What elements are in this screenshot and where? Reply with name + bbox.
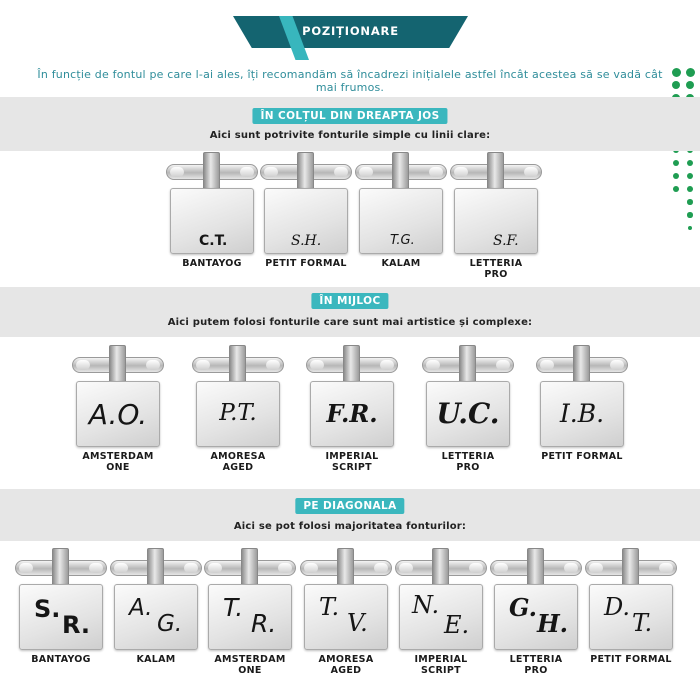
section-title-corner: ÎN COLȚUL DIN DREAPTA JOS	[252, 108, 447, 124]
engraved-initials: A.O.	[88, 398, 148, 431]
engraved-initials: D. T.	[589, 584, 673, 650]
decorative-dot	[687, 199, 693, 205]
engraved-initials: F.R.	[326, 399, 378, 428]
section-band-corner	[0, 97, 700, 151]
section-title-diagonal: PE DIAGONALA	[295, 498, 404, 514]
engraved-initials: I.B.	[559, 399, 605, 428]
engraved-initials: T. V.	[304, 584, 388, 650]
engraved-initials: U.C.	[436, 397, 500, 430]
cufflink-item	[306, 345, 398, 473]
cufflink-item	[192, 345, 284, 473]
font-name: BANTAYOG	[182, 258, 242, 269]
cufflink-item	[110, 548, 202, 665]
cufflink-item	[15, 548, 107, 665]
font-name: AMORESA AGED	[318, 654, 374, 676]
decorative-dot	[687, 173, 693, 179]
decorative-dot	[672, 81, 681, 90]
decorative-dot	[687, 160, 694, 167]
cufflink-image	[192, 345, 284, 447]
decorative-dot	[688, 226, 693, 231]
decorative-dot	[686, 68, 695, 77]
cufflink-image	[260, 152, 352, 254]
engraved-initials: A. G.	[114, 584, 198, 650]
font-name: KALAM	[381, 258, 421, 269]
cufflink-item	[355, 152, 447, 269]
engraved-initials: S. R.	[19, 584, 103, 650]
cufflink-image	[536, 345, 628, 447]
header-banner	[233, 16, 468, 48]
font-name: PETIT FORMAL	[590, 654, 672, 665]
cufflink-image	[395, 548, 487, 650]
engraved-initials: S.H.	[291, 233, 322, 249]
cufflink-item	[450, 152, 542, 280]
cufflink-item	[490, 548, 582, 676]
cufflink-image	[355, 152, 447, 254]
decorative-dot	[672, 68, 681, 77]
font-name: BANTAYOG	[31, 654, 91, 665]
engraved-initials: C.T.	[199, 233, 228, 249]
section-subtitle-corner: Aici sunt potrivite fonturile simple cu linii clare:	[209, 130, 491, 141]
cufflink-image	[204, 548, 296, 650]
cufflink-image	[300, 548, 392, 650]
font-name: PETIT FORMAL	[541, 451, 623, 462]
section-subtitle-middle: Aici putem folosi fonturile care sunt mai artistice și complexe:	[167, 317, 533, 328]
decorative-dot	[673, 160, 680, 167]
font-name: KALAM	[136, 654, 176, 665]
section-band-diagonal	[0, 489, 700, 541]
cufflink-image	[166, 152, 258, 254]
decorative-dot	[673, 186, 679, 192]
decorative-dot	[687, 212, 692, 217]
cufflink-item	[300, 548, 392, 676]
page-title: POZIȚIONARE	[302, 24, 399, 38]
cufflink-item	[395, 548, 487, 676]
intro-text: În funcție de fontul pe care l-ai ales, îți recomandăm să încadrezi inițialele astfel încât acestea să se vadă cât mai frumos.	[37, 68, 663, 94]
section-subtitle-diagonal: Aici se pot folosi majoritatea fonturilor:	[233, 521, 467, 532]
cufflink-image	[306, 345, 398, 447]
cufflink-item	[422, 345, 514, 473]
font-name: LETTERIA PRO	[441, 451, 495, 473]
font-name: IMPERIAL SCRIPT	[414, 654, 468, 676]
font-name: IMPERIAL SCRIPT	[325, 451, 379, 473]
cufflink-item	[72, 345, 164, 473]
cufflink-image	[72, 345, 164, 447]
engraved-initials: N. E.	[399, 584, 483, 650]
font-name: AMSTERDAM ONE	[82, 451, 154, 473]
font-name: AMSTERDAM ONE	[214, 654, 286, 676]
section-title-middle: ÎN MIJLOC	[311, 293, 388, 309]
cufflink-image	[110, 548, 202, 650]
font-name: AMORESA AGED	[210, 451, 266, 473]
font-name: LETTERIA PRO	[509, 654, 563, 676]
cufflink-item	[585, 548, 677, 665]
engraved-initials: G. H.	[494, 584, 578, 650]
engraved-initials: T. R.	[208, 584, 292, 650]
cufflink-image	[450, 152, 542, 254]
engraved-initials: T.G.	[390, 233, 415, 248]
cufflink-item	[204, 548, 296, 676]
cufflink-item	[536, 345, 628, 462]
font-name: PETIT FORMAL	[265, 258, 347, 269]
cufflink-image	[490, 548, 582, 650]
cufflink-image	[15, 548, 107, 650]
engraved-initials: S.F.	[493, 233, 519, 249]
cufflink-item	[166, 152, 258, 269]
decorative-dot	[686, 81, 695, 90]
decorative-dot	[687, 186, 693, 192]
cufflink-item	[260, 152, 352, 269]
engraved-initials: P.T.	[219, 400, 257, 426]
font-name: LETTERIA PRO	[469, 258, 523, 280]
decorative-dot	[673, 173, 679, 179]
cufflink-image	[585, 548, 677, 650]
cufflink-image	[422, 345, 514, 447]
